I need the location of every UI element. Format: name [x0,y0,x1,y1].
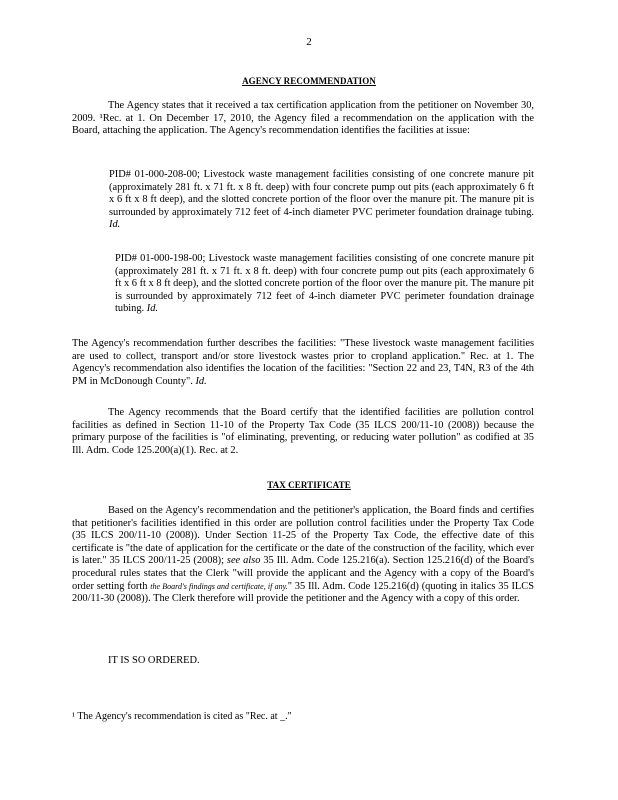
section-heading-text: TAX CERTIFICATE [267,480,351,490]
ordered-statement: IT IS SO ORDERED. [108,655,200,666]
block-quote-text: PID# 01-000-208-00; Livestock waste management facilities consisting of one concrete manure pit (approximately 281 ft. x 71 ft. x 8 ft. deep) with four concrete pump out pits (each approximately 6 ft x 6 ft x 8 ft deep), and the slotted concrete portion of the floor over the manure pit. The manure pit is surrounded by approximately 712 feet of 4-inch diameter PVC perimeter foundation drainage tubing. [109,169,534,218]
paragraph-text: 35 Ill. Adm. Code 125.216(a). Section 125.216(d) of the Board's procedural rules states that the Clerk "will provide the applicant and the Agency with a copy of the Board's order setting forth [72,555,534,592]
paragraph-text: " 35 Ill. Adm. Code 125.216(d) (quoting in italics 35 ILCS 200/11-30 (2008)). The Clerk therefore will provide the petitioner and the Agency with a copy of this order. [72,580,534,605]
see-also-signal: see also [226,555,261,567]
section-heading-agency-recommendation [0,75,618,88]
footnote: ¹ The Agency's recommendation is cited as "Rec. at _." [72,711,292,722]
paragraph-agency-recommends: The Agency recommends that the Board certify that the identified facilities are pollution control facilities as defined in Section 11-10 of the Property Tax Code (35 ILCS 200/11-10 (2008)) because the primary purpose of the facilities is "of eliminating, preventing, or reducing water pollution" as codified at 35 Ill. Adm. Code 125.200(a)(1). Rec. at 2. [72,407,534,456]
citation-id: Id. [195,375,207,387]
paragraph-recommendation-describes [72,338,534,388]
italic-quotation: the Board's findings and certificate, if any. [150,581,288,591]
section-heading-tax-certificate [0,479,618,492]
page-number: 2 [306,36,312,48]
section-heading-text: AGENCY RECOMMENDATION [242,76,376,86]
paragraph-agency-states: The Agency states that it received a tax certification application from the petitioner on November 30, 2009. ¹Rec. at 1. On December 17, 2010, the Agency filed a recommendation on the application with the Board, attaching the application. The Agency's recommendation identifies the facilities at issue: [72,100,534,137]
paragraph-board-finds [72,505,534,606]
block-quote-facility-1 [109,169,534,232]
paragraph-text: The Agency's recommendation further describes the facilities: "These livestock waste management facilities are used to collect, transport and/or store livestock wastes prior to cropland application." Rec. at 1. The Agency's recommendation also identifies the location of the facilities: "Section 22 and 23, T4N, R3 of the 4th PM in McDonough County". [72,338,534,387]
paragraph-text: Based on the Agency's recommendation and the petitioner's application, the Board finds and certifies that petitioner's facilities identified in this order are pollution control facilities under the Property Tax Code (35 ILCS 200/11-10 (2008)). Under Section 11-25 of the Property Tax Code, the effective date of this certificate is "the date of application for the certificate or the date of the construction of the facility, which ever is later." 35 ILCS 200/11-25 (2008); [72,505,534,567]
citation-id: Id. [146,303,159,315]
citation-id: Id. [109,219,121,231]
block-quote-facility-2 [115,253,534,316]
block-quote-text: PID# 01-000-198-00; Livestock waste management facilities consisting of one concrete manure pit (approximately 281 ft. x 71 ft. x 8 ft. deep) with four concrete pump out pits (each approximately 6 ft x 6 ft x 8 ft deep), and the slotted concrete portion of the floor over the manure pit. The manure pit is surrounded by approximately 712 feet of 4-inch diameter PVC perimeter foundation drainage tubing. [115,253,534,315]
